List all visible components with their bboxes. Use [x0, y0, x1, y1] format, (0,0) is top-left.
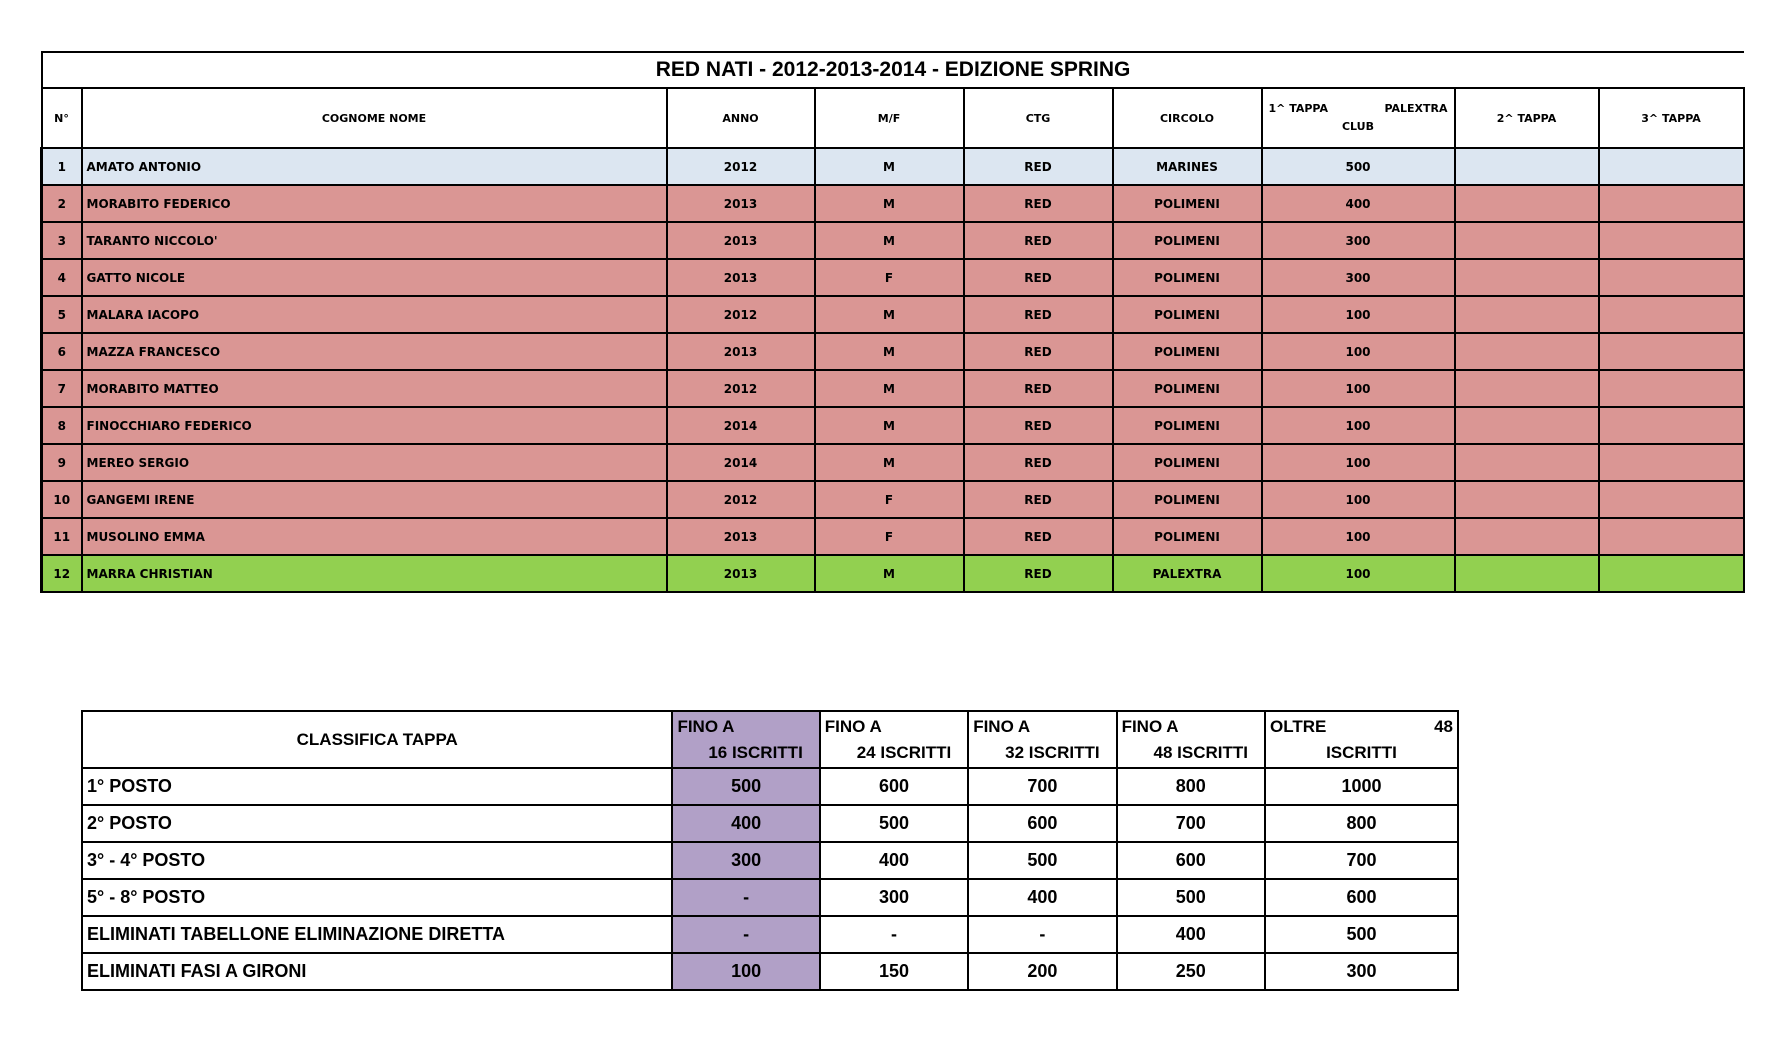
points-value: -: [672, 916, 819, 953]
points-value: 400: [820, 842, 968, 879]
points-value: 250: [1117, 953, 1265, 990]
points-value: 400: [968, 879, 1116, 916]
birth-year: 2012: [667, 370, 815, 407]
table-row: [42, 259, 1744, 296]
table-row: [42, 296, 1744, 333]
header-ctg: CTG: [964, 88, 1113, 148]
header-tappa1-venue: PALEXTRA: [1384, 102, 1448, 115]
tappa2-points: [1455, 222, 1599, 259]
category: RED: [964, 370, 1113, 407]
row-number: 6: [42, 333, 82, 370]
gender: M: [815, 555, 964, 592]
row-number: 8: [42, 407, 82, 444]
points-value: 700: [1265, 842, 1458, 879]
tappa1-points: 100: [1262, 370, 1455, 407]
gender: M: [815, 185, 964, 222]
club: POLIMENI: [1113, 370, 1262, 407]
header-tappa3: 3^ TAPPA: [1599, 88, 1744, 148]
club: POLIMENI: [1113, 333, 1262, 370]
row-number: 12: [42, 555, 82, 592]
col-line1: FINO A: [973, 716, 1031, 736]
tappa3-points: [1599, 222, 1744, 259]
tappa1-points: 100: [1262, 481, 1455, 518]
player-name: MAZZA FRANCESCO: [82, 333, 667, 370]
header-row: [42, 88, 1744, 148]
row-number: 4: [42, 259, 82, 296]
points-value: -: [820, 916, 968, 953]
player-name: MORABITO MATTEO: [82, 370, 667, 407]
birth-year: 2012: [667, 481, 815, 518]
row-number: 10: [42, 481, 82, 518]
table-row: [42, 444, 1744, 481]
placement-label: 2° POSTO: [82, 805, 672, 842]
points-value: 150: [820, 953, 968, 990]
header-anno: ANNO: [667, 88, 815, 148]
points-value: 700: [1117, 805, 1265, 842]
col-line1: FINO A: [677, 716, 735, 736]
col-line1-right: 48: [1434, 716, 1453, 736]
category: RED: [964, 481, 1113, 518]
category: RED: [964, 333, 1113, 370]
tappa2-points: [1455, 296, 1599, 333]
category: RED: [964, 444, 1113, 481]
tappa2-points: [1455, 185, 1599, 222]
birth-year: 2013: [667, 185, 815, 222]
row-number: 11: [42, 518, 82, 555]
player-name: AMATO ANTONIO: [82, 148, 667, 185]
player-name: MUSOLINO EMMA: [82, 518, 667, 555]
player-name: FINOCCHIARO FEDERICO: [82, 407, 667, 444]
tappa2-points: [1455, 370, 1599, 407]
scoring-col-24: [820, 711, 968, 768]
scoring-col-16: [672, 711, 819, 768]
points-value: 300: [1265, 953, 1458, 990]
birth-year: 2012: [667, 148, 815, 185]
tappa1-points: 400: [1262, 185, 1455, 222]
table-row: [42, 148, 1744, 185]
club: POLIMENI: [1113, 407, 1262, 444]
points-value: 600: [1265, 879, 1458, 916]
placement-label: ELIMINATI FASI A GIRONI: [82, 953, 672, 990]
scoring-col-48: [1117, 711, 1265, 768]
points-value: 500: [1117, 879, 1265, 916]
col-line2: 16 ISCRITTI: [708, 742, 803, 762]
category: RED: [964, 259, 1113, 296]
scoring-row: [82, 916, 1458, 953]
scoring-title: CLASSIFICA TAPPA: [82, 711, 672, 768]
player-name: MORABITO FEDERICO: [82, 185, 667, 222]
placement-label: 1° POSTO: [82, 768, 672, 805]
scoring-row: [82, 842, 1458, 879]
title-row: [42, 52, 1744, 88]
tappa1-points: 100: [1262, 444, 1455, 481]
birth-year: 2013: [667, 518, 815, 555]
col-line2: 24 ISCRITTI: [856, 742, 952, 762]
player-name: TARANTO NICCOLO': [82, 222, 667, 259]
ranking-table: [40, 51, 1745, 593]
player-name: GANGEMI IRENE: [82, 481, 667, 518]
tappa2-points: [1455, 259, 1599, 296]
col-line2: 32 ISCRITTI: [1005, 742, 1100, 762]
player-name: MEREO SERGIO: [82, 444, 667, 481]
header-mf: M/F: [815, 88, 964, 148]
tappa2-points: [1455, 481, 1599, 518]
row-number: 2: [42, 185, 82, 222]
player-name: GATTO NICOLE: [82, 259, 667, 296]
gender: M: [815, 407, 964, 444]
header-tappa1-label: 1^ TAPPA: [1268, 102, 1328, 115]
tappa3-points: [1599, 555, 1744, 592]
col-line1: FINO A: [1121, 716, 1179, 736]
table-row: [42, 333, 1744, 370]
points-value: 300: [672, 842, 819, 879]
header-tappa1-venue-suffix: CLUB: [1341, 120, 1374, 133]
points-value: 600: [1117, 842, 1265, 879]
col-line1: FINO A: [824, 716, 882, 736]
row-number: 7: [42, 370, 82, 407]
category: RED: [964, 555, 1113, 592]
tappa2-points: [1455, 148, 1599, 185]
tappa1-points: 100: [1262, 555, 1455, 592]
gender: F: [815, 259, 964, 296]
club: POLIMENI: [1113, 296, 1262, 333]
header-circolo: CIRCOLO: [1113, 88, 1262, 148]
category: RED: [964, 148, 1113, 185]
scoring-col-32: [968, 711, 1116, 768]
points-value: 500: [1265, 916, 1458, 953]
scoring-table: [81, 710, 1459, 991]
birth-year: 2012: [667, 296, 815, 333]
scoring-row: [82, 768, 1458, 805]
gender: M: [815, 222, 964, 259]
row-number: 1: [42, 148, 82, 185]
birth-year: 2013: [667, 555, 815, 592]
gender: M: [815, 333, 964, 370]
tappa1-points: 100: [1262, 518, 1455, 555]
placement-label: 5° - 8° POSTO: [82, 879, 672, 916]
tappa3-points: [1599, 259, 1744, 296]
gender: M: [815, 444, 964, 481]
table-row: [42, 518, 1744, 555]
tappa3-points: [1599, 370, 1744, 407]
points-value: 700: [968, 768, 1116, 805]
points-value: 500: [968, 842, 1116, 879]
tappa2-points: [1455, 555, 1599, 592]
gender: M: [815, 296, 964, 333]
gender: M: [815, 370, 964, 407]
category: RED: [964, 518, 1113, 555]
club: POLIMENI: [1113, 444, 1262, 481]
category: RED: [964, 296, 1113, 333]
header-num: N°: [42, 88, 82, 148]
header-name: COGNOME NOME: [82, 88, 667, 148]
tappa3-points: [1599, 296, 1744, 333]
scoring-col-over-48: [1265, 711, 1458, 768]
club: POLIMENI: [1113, 222, 1262, 259]
tappa3-points: [1599, 481, 1744, 518]
tappa2-points: [1455, 407, 1599, 444]
col-line1: OLTRE: [1269, 716, 1327, 736]
tappa3-points: [1599, 185, 1744, 222]
table-row: [42, 370, 1744, 407]
table-row: [42, 185, 1744, 222]
player-name: MARRA CHRISTIAN: [82, 555, 667, 592]
points-value: 600: [968, 805, 1116, 842]
points-value: -: [672, 879, 819, 916]
tappa1-points: 300: [1262, 222, 1455, 259]
tappa1-points: 100: [1262, 407, 1455, 444]
scoring-row: [82, 953, 1458, 990]
header-tappa2: 2^ TAPPA: [1455, 88, 1599, 148]
category: RED: [964, 407, 1113, 444]
scoring-header-row: [82, 711, 1458, 768]
col-line2: 48 ISCRITTI: [1153, 742, 1248, 762]
tappa1-points: 500: [1262, 148, 1455, 185]
points-value: 100: [672, 953, 819, 990]
tappa2-points: [1455, 333, 1599, 370]
category: RED: [964, 185, 1113, 222]
table-row: [42, 222, 1744, 259]
row-number: 5: [42, 296, 82, 333]
points-value: 400: [1117, 916, 1265, 953]
club: POLIMENI: [1113, 481, 1262, 518]
header-tappa1: [1262, 88, 1455, 148]
points-value: 500: [672, 768, 819, 805]
category: RED: [964, 222, 1113, 259]
birth-year: 2013: [667, 333, 815, 370]
scoring-row: [82, 805, 1458, 842]
tappa1-points: 300: [1262, 259, 1455, 296]
tappa2-points: [1455, 444, 1599, 481]
scoring-row: [82, 879, 1458, 916]
points-value: 300: [820, 879, 968, 916]
club: POLIMENI: [1113, 259, 1262, 296]
points-value: 200: [968, 953, 1116, 990]
gender: F: [815, 518, 964, 555]
club: MARINES: [1113, 148, 1262, 185]
tappa3-points: [1599, 407, 1744, 444]
placement-label: 3° - 4° POSTO: [82, 842, 672, 879]
tappa3-points: [1599, 518, 1744, 555]
club: POLIMENI: [1113, 185, 1262, 222]
points-value: 400: [672, 805, 819, 842]
tappa3-points: [1599, 444, 1744, 481]
table-row: [42, 407, 1744, 444]
gender: F: [815, 481, 964, 518]
gender: M: [815, 148, 964, 185]
row-number: 3: [42, 222, 82, 259]
tappa1-points: 100: [1262, 333, 1455, 370]
birth-year: 2014: [667, 444, 815, 481]
tappa2-points: [1455, 518, 1599, 555]
table-title: RED NATI - 2012-2013-2014 - EDIZIONE SPRING: [42, 52, 1744, 88]
col-line2: ISCRITTI: [1326, 742, 1397, 762]
row-number: 9: [42, 444, 82, 481]
birth-year: 2014: [667, 407, 815, 444]
points-value: 800: [1265, 805, 1458, 842]
birth-year: 2013: [667, 222, 815, 259]
birth-year: 2013: [667, 259, 815, 296]
club: POLIMENI: [1113, 518, 1262, 555]
tappa3-points: [1599, 333, 1744, 370]
tappa3-points: [1599, 148, 1744, 185]
table-row: [42, 481, 1744, 518]
player-name: MALARA IACOPO: [82, 296, 667, 333]
points-value: 500: [820, 805, 968, 842]
tappa1-points: 100: [1262, 296, 1455, 333]
placement-label: ELIMINATI TABELLONE ELIMINAZIONE DIRETTA: [82, 916, 672, 953]
points-value: 600: [820, 768, 968, 805]
points-value: 1000: [1265, 768, 1458, 805]
points-value: 800: [1117, 768, 1265, 805]
points-value: -: [968, 916, 1116, 953]
club: PALEXTRA: [1113, 555, 1262, 592]
table-row: [42, 555, 1744, 592]
